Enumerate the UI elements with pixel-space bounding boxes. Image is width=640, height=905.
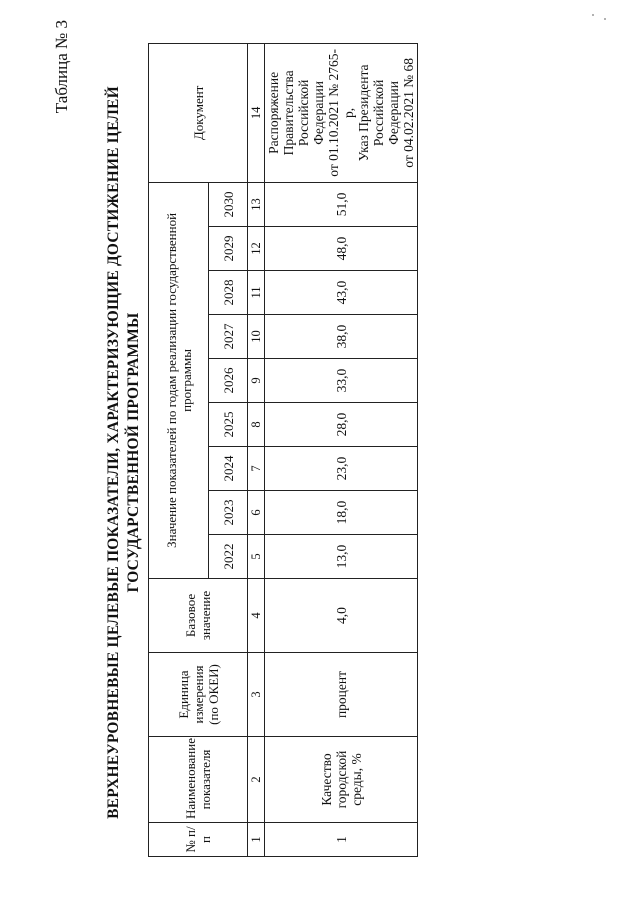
document-line: от 04.02.2021 № 68: [401, 58, 416, 168]
table-number-label: Таблица № 3: [52, 20, 71, 114]
document-line: Правительства Российской: [281, 70, 311, 156]
row-value-2026: 33,0: [265, 359, 418, 403]
column-number: 11: [248, 271, 265, 315]
row-value-2023: 18,0: [265, 491, 418, 535]
table-row: [265, 43, 418, 856]
column-number: 1: [248, 823, 265, 857]
header-year: 2024: [209, 447, 248, 491]
column-number: 9: [248, 359, 265, 403]
row-indicator-name: Качество городской среды, %: [265, 737, 418, 823]
document-line: Федерации: [311, 81, 326, 145]
row-base-value: 4,0: [265, 579, 418, 653]
document-line: от 01.10.2021 № 2765-р,: [326, 49, 356, 177]
scan-speck: [592, 14, 594, 16]
header-document: Документ: [149, 43, 248, 182]
header-row: [149, 43, 209, 856]
column-number: 8: [248, 403, 265, 447]
document-line: Российской Федерации: [371, 79, 401, 147]
header-indicator: Наименование показателя: [149, 737, 248, 823]
column-number: 3: [248, 653, 265, 737]
row-unit: процент: [265, 653, 418, 737]
document-title: [104, 0, 144, 905]
scan-speck: [604, 18, 606, 20]
column-number: 12: [248, 227, 265, 271]
column-number: 7: [248, 447, 265, 491]
row-value-2027: 38,0: [265, 315, 418, 359]
column-number: 6: [248, 491, 265, 535]
row-value-2030: 51,0: [265, 182, 418, 226]
column-numbers-row: [248, 43, 265, 856]
header-year: 2023: [209, 491, 248, 535]
column-number: 4: [248, 579, 265, 653]
column-number: 2: [248, 737, 265, 823]
column-number: 10: [248, 315, 265, 359]
row-value-2029: 48,0: [265, 227, 418, 271]
header-year: 2028: [209, 271, 248, 315]
header-num: № п/п: [149, 823, 248, 857]
header-year: 2029: [209, 227, 248, 271]
indicators-table: [148, 43, 418, 857]
row-num: 1: [265, 823, 418, 857]
column-number: 5: [248, 535, 265, 579]
header-values-group: Значение показателей по годам реализации государственной программы: [149, 182, 209, 578]
title-line-1: ВЕРХНЕУРОВНЕВЫЕ ЦЕЛЕВЫЕ ПОКАЗАТЕЛИ, ХАРАКТЕРИЗУЮЩИЕ ДОСТИЖЕНИЕ ЦЕЛЕЙ: [105, 86, 122, 819]
row-document: [265, 43, 418, 182]
header-year: 2026: [209, 359, 248, 403]
header-unit: Единица измерения (по ОКЕИ): [149, 653, 248, 737]
header-year: 2030: [209, 182, 248, 226]
header-base-value: Базовое значение: [149, 579, 248, 653]
title-line-2: ГОСУДАРСТВЕННОЙ ПРОГРАММЫ: [125, 312, 142, 593]
header-year: 2022: [209, 535, 248, 579]
row-value-2028: 43,0: [265, 271, 418, 315]
document-line: Распоряжение: [266, 71, 281, 154]
column-number: 13: [248, 182, 265, 226]
header-year: 2027: [209, 315, 248, 359]
row-value-2022: 13,0: [265, 535, 418, 579]
row-value-2024: 23,0: [265, 447, 418, 491]
document-line: Указ Президента: [356, 64, 371, 162]
column-number: 14: [248, 43, 265, 182]
header-year: 2025: [209, 403, 248, 447]
row-value-2025: 28,0: [265, 403, 418, 447]
